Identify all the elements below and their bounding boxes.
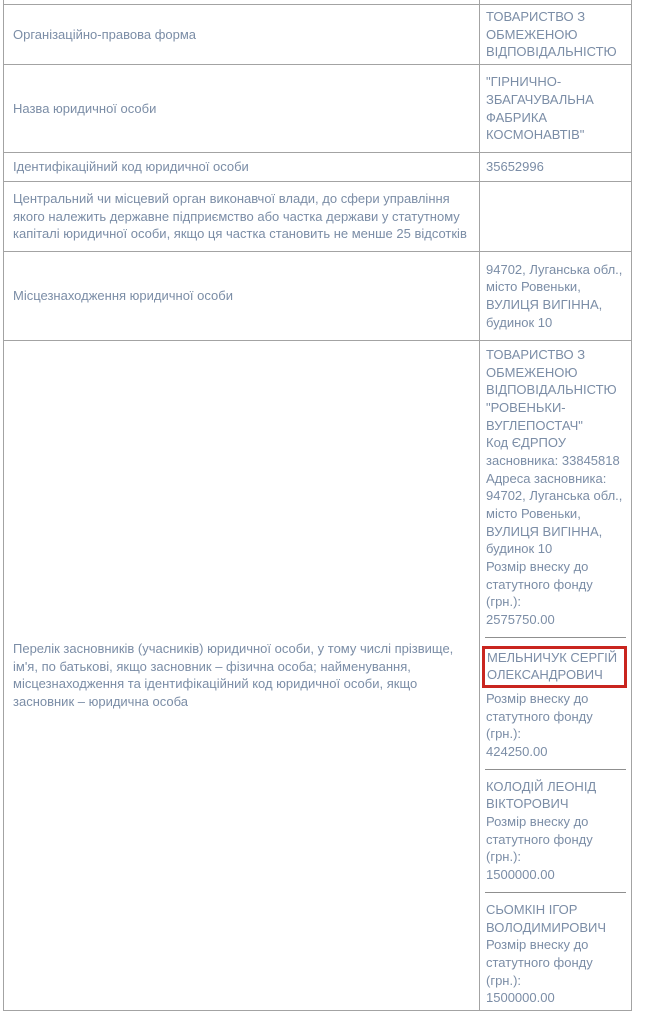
field-label-cell — [4, 65, 480, 153]
founder-name: СЬОМКІН ІГОР ВОЛОДИМИРОВИЧ — [486, 901, 607, 935]
founder-name: ТОВАРИСТВО З ОБМЕЖЕНОЮ ВІДПОВІДАЛЬНІСТЮ "РОВЕНЬКИ-ВУГЛЕПОСТАЧ" — [486, 347, 617, 433]
founder-detail-line: 94702, Луганська обл., — [486, 488, 623, 504]
table-row — [4, 153, 632, 182]
field-value-company-name: "ГІРНИЧНО-ЗБАГАЧУВАЛЬНА ФАБРИКА КОСМОНАВТІВ" — [486, 74, 594, 143]
highlighted-founder-name: МЕЛЬНИЧУК СЕРГІЙ ОЛЕКСАНДРОВИЧ — [487, 649, 618, 683]
field-label-cell — [4, 153, 480, 182]
founder-divider — [485, 769, 626, 770]
field-value-cell — [480, 153, 632, 182]
highlight-annotation-box — [482, 646, 627, 688]
field-label-state-authority: Центральний чи місцевий орган виконавчої влади, до сфери управління якого належить державне підприємство або частка держави у статутному капіталі юридичної особи, якщо ця частка становить не менше 25 відсотків — [13, 191, 467, 242]
founder-contribution-label: Розмір внеску до статутного фонду (грн.): — [486, 937, 593, 988]
founder-detail-line: засновника: 33845818 — [486, 453, 620, 469]
founder-contribution-label: Розмір внеску до статутного фонду (грн.): — [486, 559, 593, 610]
founder-contribution-amount: 1500000.00 — [486, 867, 555, 883]
founder-contribution-amount: 1500000.00 — [486, 990, 555, 1006]
founder-entry — [486, 646, 626, 761]
founder-entry — [486, 778, 626, 884]
field-label-cell — [4, 5, 480, 65]
field-value-cell — [480, 252, 632, 341]
founder-contribution-label: Розмір внеску до статутного фонду (грн.): — [486, 691, 593, 742]
table-row — [4, 252, 632, 341]
field-value-legal-form: ТОВАРИСТВО З ОБМЕЖЕНОЮ ВІДПОВІДАЛЬНІСТЮ — [486, 9, 617, 60]
field-value-edrpou-code: 35652996 — [486, 159, 544, 175]
field-label-founders-list: Перелік засновників (учасників) юридичної особи, у тому числі прізвище, ім'я, по батькові, якщо засновник – фізична особа; найменування, місцезнаходження та ідентифікаційний код юридичної особи, якщо засновник – юридична особа — [13, 641, 454, 710]
founder-contribution-amount: 2575750.00 — [486, 612, 555, 628]
field-label-address: Місцезнаходження юридичної особи — [13, 288, 233, 304]
founder-entry — [486, 346, 626, 629]
table-row — [4, 341, 632, 1011]
founder-detail-line: Код ЄДРПОУ — [486, 435, 566, 451]
field-value-cell-founders — [480, 341, 632, 1011]
founder-divider — [485, 637, 626, 638]
founder-entry — [486, 901, 626, 1007]
table-row — [4, 65, 632, 153]
table-row — [4, 5, 632, 65]
founder-detail-line: ВУЛИЦЯ ВИГІННА, — [486, 523, 603, 539]
founder-detail-line: місто Ровеньки, — [486, 506, 581, 522]
field-value-cell — [480, 65, 632, 153]
table-row — [4, 182, 632, 252]
field-label-cell — [4, 252, 480, 341]
field-label-cell — [4, 341, 480, 1011]
field-label-company-name: Назва юридичної особи — [13, 100, 157, 116]
field-value-cell-empty — [480, 182, 632, 252]
field-label-edrpou-code: Ідентифікаційний код юридичної особи — [13, 159, 249, 175]
field-label-legal-form: Організаційно-правова форма — [13, 26, 197, 42]
founder-contribution-label: Розмір внеску до статутного фонду (грн.): — [486, 814, 593, 865]
field-label-cell — [4, 182, 480, 252]
founder-contribution-amount: 424250.00 — [486, 744, 548, 760]
founder-name: КОЛОДІЙ ЛЕОНІД ВІКТОРОВИЧ — [486, 778, 597, 812]
field-value-cell — [480, 5, 632, 65]
founder-detail-line: будинок 10 — [486, 541, 553, 557]
field-value-address: 94702, Луганська обл., місто Ровеньки, ВУЛИЦЯ ВИГІННА, будинок 10 — [486, 261, 623, 330]
founder-detail-line: Адреса засновника: — [486, 470, 607, 486]
company-record-table — [3, 0, 632, 1011]
